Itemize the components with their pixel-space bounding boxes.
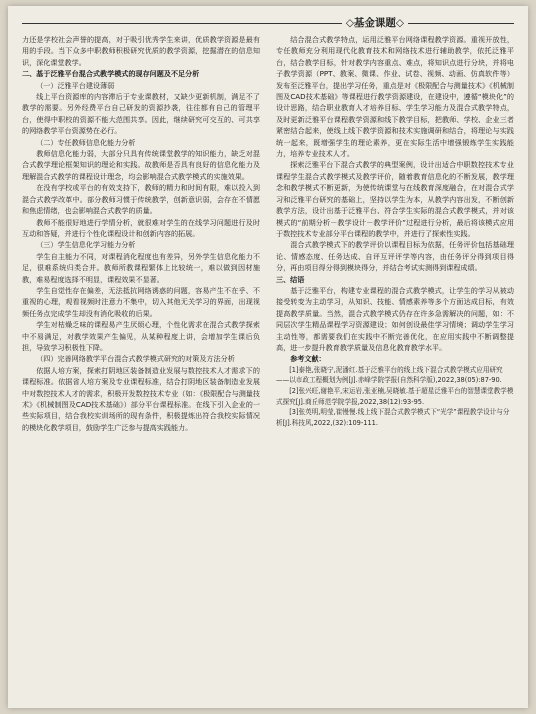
paragraph-left-5: 教师信息化能力弱，大部分只具有传统课堂教学的知识能力，缺乏对混合式教学理论框架知识的理论和实践。故教师是否具有良好的信息化能力及理解混合式教学的课程设计理念，均会影响混合式教学模式的实施效果。 — [22, 149, 260, 181]
paragraph-left-6: 在没有学校或平台的有效支持下，教师的精力和时间有限，难以投入到混合式教学改革中。部分教师习惯于传统教学，创新意识弱，会存在不情愿和焦虑情绪，也会影响混合式教学的质量。 — [22, 183, 260, 216]
subsection-heading-left-12: （四）完善网络教学平台混合式教学模式研究的对策及方法分析 — [36, 354, 235, 364]
section-heading-right-3: 三、结语 — [276, 274, 305, 284]
paragraph-right-4: 基于泛雅平台，构建专业课程的混合式教学模式，让学生的学习从被动接受转变为主动学习，从知识、技能、情感素养等多个方面达成目标，有效提高教学质量。当然，混合式教学模式仍存在许多急需解决的问题，如：不同层次学生精品课程学习资源建设；如何创设最佳学习情境；调动学生学习主动性等，都需要我们在实践中不断完善优化，在应用实践中不断调整提高，进一步提升教育教学质量及信息化教育教学水平。 — [276, 285, 514, 352]
subsection-heading-left-2: （一）泛雅平台建设薄弱 — [36, 80, 115, 90]
header-title: ◇基金课题◇ — [342, 15, 408, 30]
paragraph-left-3: 线上平台资源库的内容滞后于专业课教材，又缺少更新机制，满足不了教学的需要。另外经费平台自己研发的资源抄袭，往往都有自己的管理平台，使得中职校的资源不能大范围共享。因此，继续研究可交互的、可共享的网络教学平台资源势在必行。 — [22, 92, 260, 136]
paragraph-right-0: 结合混合式教学特点，运用泛雅平台网络课程教学资源。重视开放性，专任教师充分利用现代化教育技术和网络技术进行辅助教学，依托泛雅平台，结合教学目标，针对教学内容重点、难点，将知识点进行分块，并将电子教学资源（PPT、教案、微课、作业、试卷、视频、动画、仿真软件等）发布至泛雅平台，提出学习任务，重点是对《极限配合与测量技术》《机械制图及CAD技术基础》等课程进行教学资源建设，在建设中，遵循“模块化”的设计思路，结合职业教育人才培养目标、学生学习能力及混合式教学特点，及时更新泛雅平台课程教学资源和线下教学目标，把教师、学校、企业三者紧密结合起来，使线上线下教学资源和技术实施调研和结合，将理论与实践统一起来，既增强学生的理论素养，更在实际生活中增强锻炼学生实践能力，培养专业技术人才。 — [276, 35, 514, 159]
paragraph-left-13: 依据人培方案，探索打阴地区装备制造业发展与数控技术人才需求下的课程标准。依据省人培方案及专业课程标准，结合打阴地区装备制造业发展中对数控技术人才的需求，积极开发数控技术专业（如：《极限配合与测量技术》《机械制图及CAD技术基础》）部分平台课程标准。在线下引入企业的一些实际项目，结合我校实训场所的现有条件，积极提炼出符合我校实际情况的模块化教学项目，鼓励学生广泛参与提高实践能力。 — [22, 365, 260, 432]
reference-item-right-6: [1]泰艳,张晓宁,泥潘红.基于泛雅平台的线上线下混合式教学模式应用研究——以市政工程概划为例[J].赤峰学院学报(自然科学版),2022,38(05):87-90. — [276, 365, 503, 385]
left-column — [22, 34, 260, 433]
reference-item-right-7: [2]张兴旺,谢艳平,宋运岩,张亚楠,吴晓敏.基于超星泛雅平台的智慧课堂教学模式探究[J].商丘师范学院学报,2022,38(12):93-95. — [276, 386, 514, 406]
section-heading-left-1: 二、基于泛雅平台混合式教学模式的现存问题及不足分析 — [22, 69, 200, 79]
page-header — [8, 14, 528, 32]
header-rule — [22, 23, 514, 24]
paragraph-right-2: 混合式教学模式下的教学评价以课程目标为依据，任务评价包括基础理论、情感态度、任务达成、自评互评评学等内容，由任务评分得到项目得分，再由项目得分得到模块得分，并结合考试实测得到课程成绩。 — [276, 240, 514, 273]
reference-item-right-8: [3]张英明,明莹,崔慢慢.线上线下混合式教学模式下“光学”课程教学设计与分析[J].科技风,2022,(32):109-111. — [276, 408, 510, 427]
journal-page — [8, 6, 528, 708]
right-column — [276, 34, 514, 428]
paragraph-right-1: 探索泛雅平台下混合式教学的典型案例，设计出适合中职数控技术专业课程学生混合式教学模式及教学评价，随着教育信息化的不断发展，教学理念和教学模式不断更新，为使传统课堂与在线教育深度融合，在对混合式学习和泛雅平台研究的基础上，坚持以学生为本，从教学内容出发，不断创新教学方法，设计出基于泛雅平台、符合学生实际的混合式教学模式，并对该模式的“前期分析－教学设计－教学评价”过程进行分析，最后将该模式应用于数控技术专业部分平台课程的教学中，并进行了探索性实践。 — [276, 160, 514, 238]
paragraph-left-9: 学生自主能力不同，对课程消化程度也有差异，另外学生信息化能力不足，很难系统归类合并。教师所教课程繁体上比较统一，难以做到因材施教，难易程度选择不明显，课程效果不显著。 — [22, 251, 260, 284]
references-heading-right-5: 参考文献： — [290, 354, 326, 364]
paragraph-left-11: 学生对枯燥乏味的课程易产生厌烦心理，个性化需求在混合式教学探索中不易满足，对教学效果产生偏见，从某种程度上讲，会增加学生课后负担，导致学习积极性下降。 — [22, 320, 260, 352]
paragraph-left-7: 教师不能很好地进行学情分析，就很难对学生的在线学习问题进行及时互动和答疑，并进行个性化课程设计和创新内容的拓展。 — [22, 217, 260, 238]
subsection-heading-left-4: （二）专任教师信息化能力分析 — [36, 137, 136, 147]
paragraph-left-0: 力还是学校社会声誉的提高，对于吸引优秀学生来讲，优质教学资源是最有用的手段。当下众多中职教师积极研究优质的教学资源，挖掘潜在的信息知识，深化课堂教学。 — [22, 35, 260, 67]
subsection-heading-left-8: （三）学生信息化学习能力分析 — [36, 240, 136, 250]
paragraph-left-10: 学生自觉性存在偏差，无法抵抗网络诱惑的问题，容易产生不在乎、不重视的心理，观看视频时注意力不集中，切入其他无关学习的界面，出现视频任务点完成学生却没有消化吸收的后果。 — [22, 285, 260, 318]
